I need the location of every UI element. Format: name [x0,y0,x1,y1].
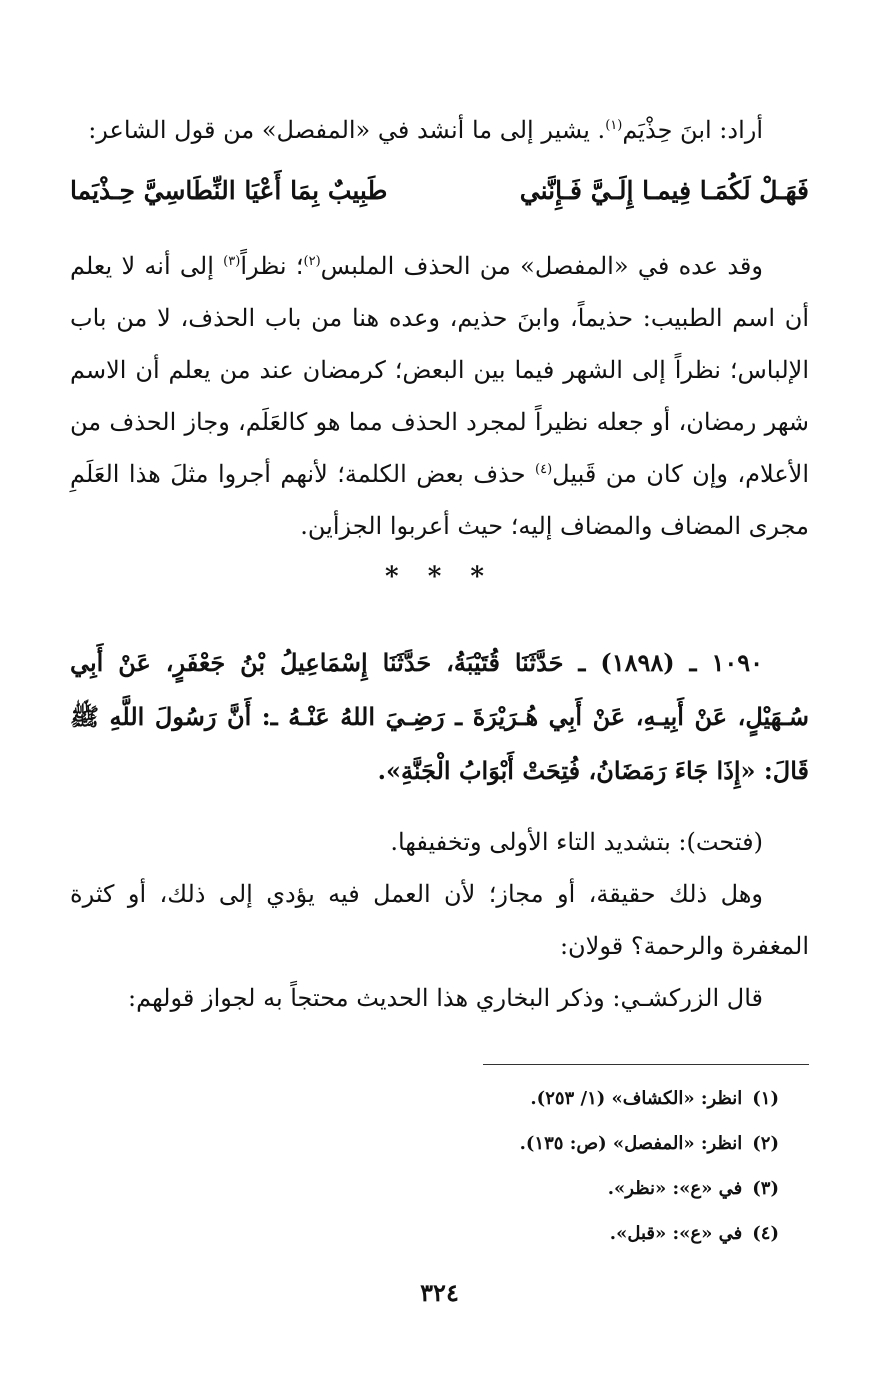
poetry-verse [70,170,809,222]
verse-first-hemistich: فَهَـلْ لَكُمَـا فِيمـا إِلَـيَّ فَـإِنَّني [519,176,809,205]
commentary-section [70,816,809,1024]
footnote-marker-3: (٣) [223,254,241,269]
footnote-item [70,1076,809,1121]
footnote-number: (٤) [752,1223,779,1244]
para-text-3: إلى أنه لا يعلم أن اسم الطبيب: حذيماً، وابنَ حذيم، وعده هنا من باب الحذف، لا من باب الإلباس؛ نظراً إلى الشهر فيما بين البعض؛ كرمضان عند من يعلم أن الاسم شهر رمضان، أو جعله نظيراً لمجرد الحذف مما هو كالعَلَم، وجاز الحذف من الأعلام، وإن كان من قَبيل [70,252,809,488]
commentary-paragraph-1: (فتحت): بتشديد التاء الأولى وتخفيفها. [390,828,763,856]
hadith-paragraph [70,636,809,798]
footnote-text: في «ع»: «نظر». [607,1178,743,1199]
intro-paragraph [70,104,809,156]
footnote-number: (١) [752,1088,779,1109]
footnote-marker-1: (١) [605,118,623,133]
explanation-paragraph [70,240,809,552]
footnotes [70,1076,809,1256]
section-separator: * * * [385,562,494,592]
footnote-divider [483,1064,809,1065]
footnote-text: انظر: «المفصل» (ص: ١٣٥). [519,1133,743,1154]
commentary-paragraph-3: قال الزركشـي: وذكر البخاري هذا الحديث محتجاً به لجواز قولهم: [128,984,763,1012]
footnote-text: انظر: «الكشاف» (١/ ٢٥٣). [530,1088,743,1109]
para-text-2: ؛ نظراً [240,252,304,280]
footnote-item [70,1121,809,1166]
page-number: ٣٢٤ [420,1278,459,1307]
footnote-marker-4: (٤) [535,462,553,477]
para-text-4: حذف بعض الكلمة؛ لأنهم أجروا مثلَ هذا العَلَمِ مجرى المضاف والمضاف إليه؛ حيث أعربوا الجزأين. [70,460,809,540]
intro-text: أراد: ابنَ حِذْيَم [622,116,763,144]
footnote-number: (٢) [752,1133,779,1154]
footnote-text: في «ع»: «قبل». [609,1223,743,1244]
hadith-text: ١٠٩٠ ـ (١٨٩٨) ـ حَدَّثَنَا قُتَيْبَةُ، حَدَّثَنَا إِسْمَاعِيلُ بْنُ جَعْفَرٍ، عَنْ أَبِي سُـهَيْلٍ، عَنْ أَبِيـهِ، عَنْ أَبِي هُـرَيْرَةَ ـ رَضِـيَ اللهُ عَنْـهُ ـ: أَنَّ رَسُولَ اللَّهِ ﷺ قَالَ: «إِذَا جَاءَ رَمَضَانُ، فُتِحَتْ أَبْوَابُ الْجَنَّةِ». [70,648,810,785]
commentary-paragraph-2: وهل ذلك حقيقة، أو مجاز؛ لأن العمل فيه يؤدي إلى ذلك، أو كثرة المغفرة والرحمة؟ قولان: [70,880,809,960]
footnote-number: (٣) [752,1178,779,1199]
intro-rest: . يشير إلى ما أنشد في «المفصل» من قول الشاعر: [88,116,606,144]
footnote-item [70,1166,809,1211]
footnote-marker-2: (٢) [303,254,321,269]
para-text-1: وقد عده في «المفصل» من الحذف الملبس [320,252,763,280]
verse-second-hemistich: طَبِيبٌ بِمَا أَعْيَا النِّطَاسِيَّ حِـذْيَما [70,176,388,205]
footnote-item [70,1211,809,1256]
